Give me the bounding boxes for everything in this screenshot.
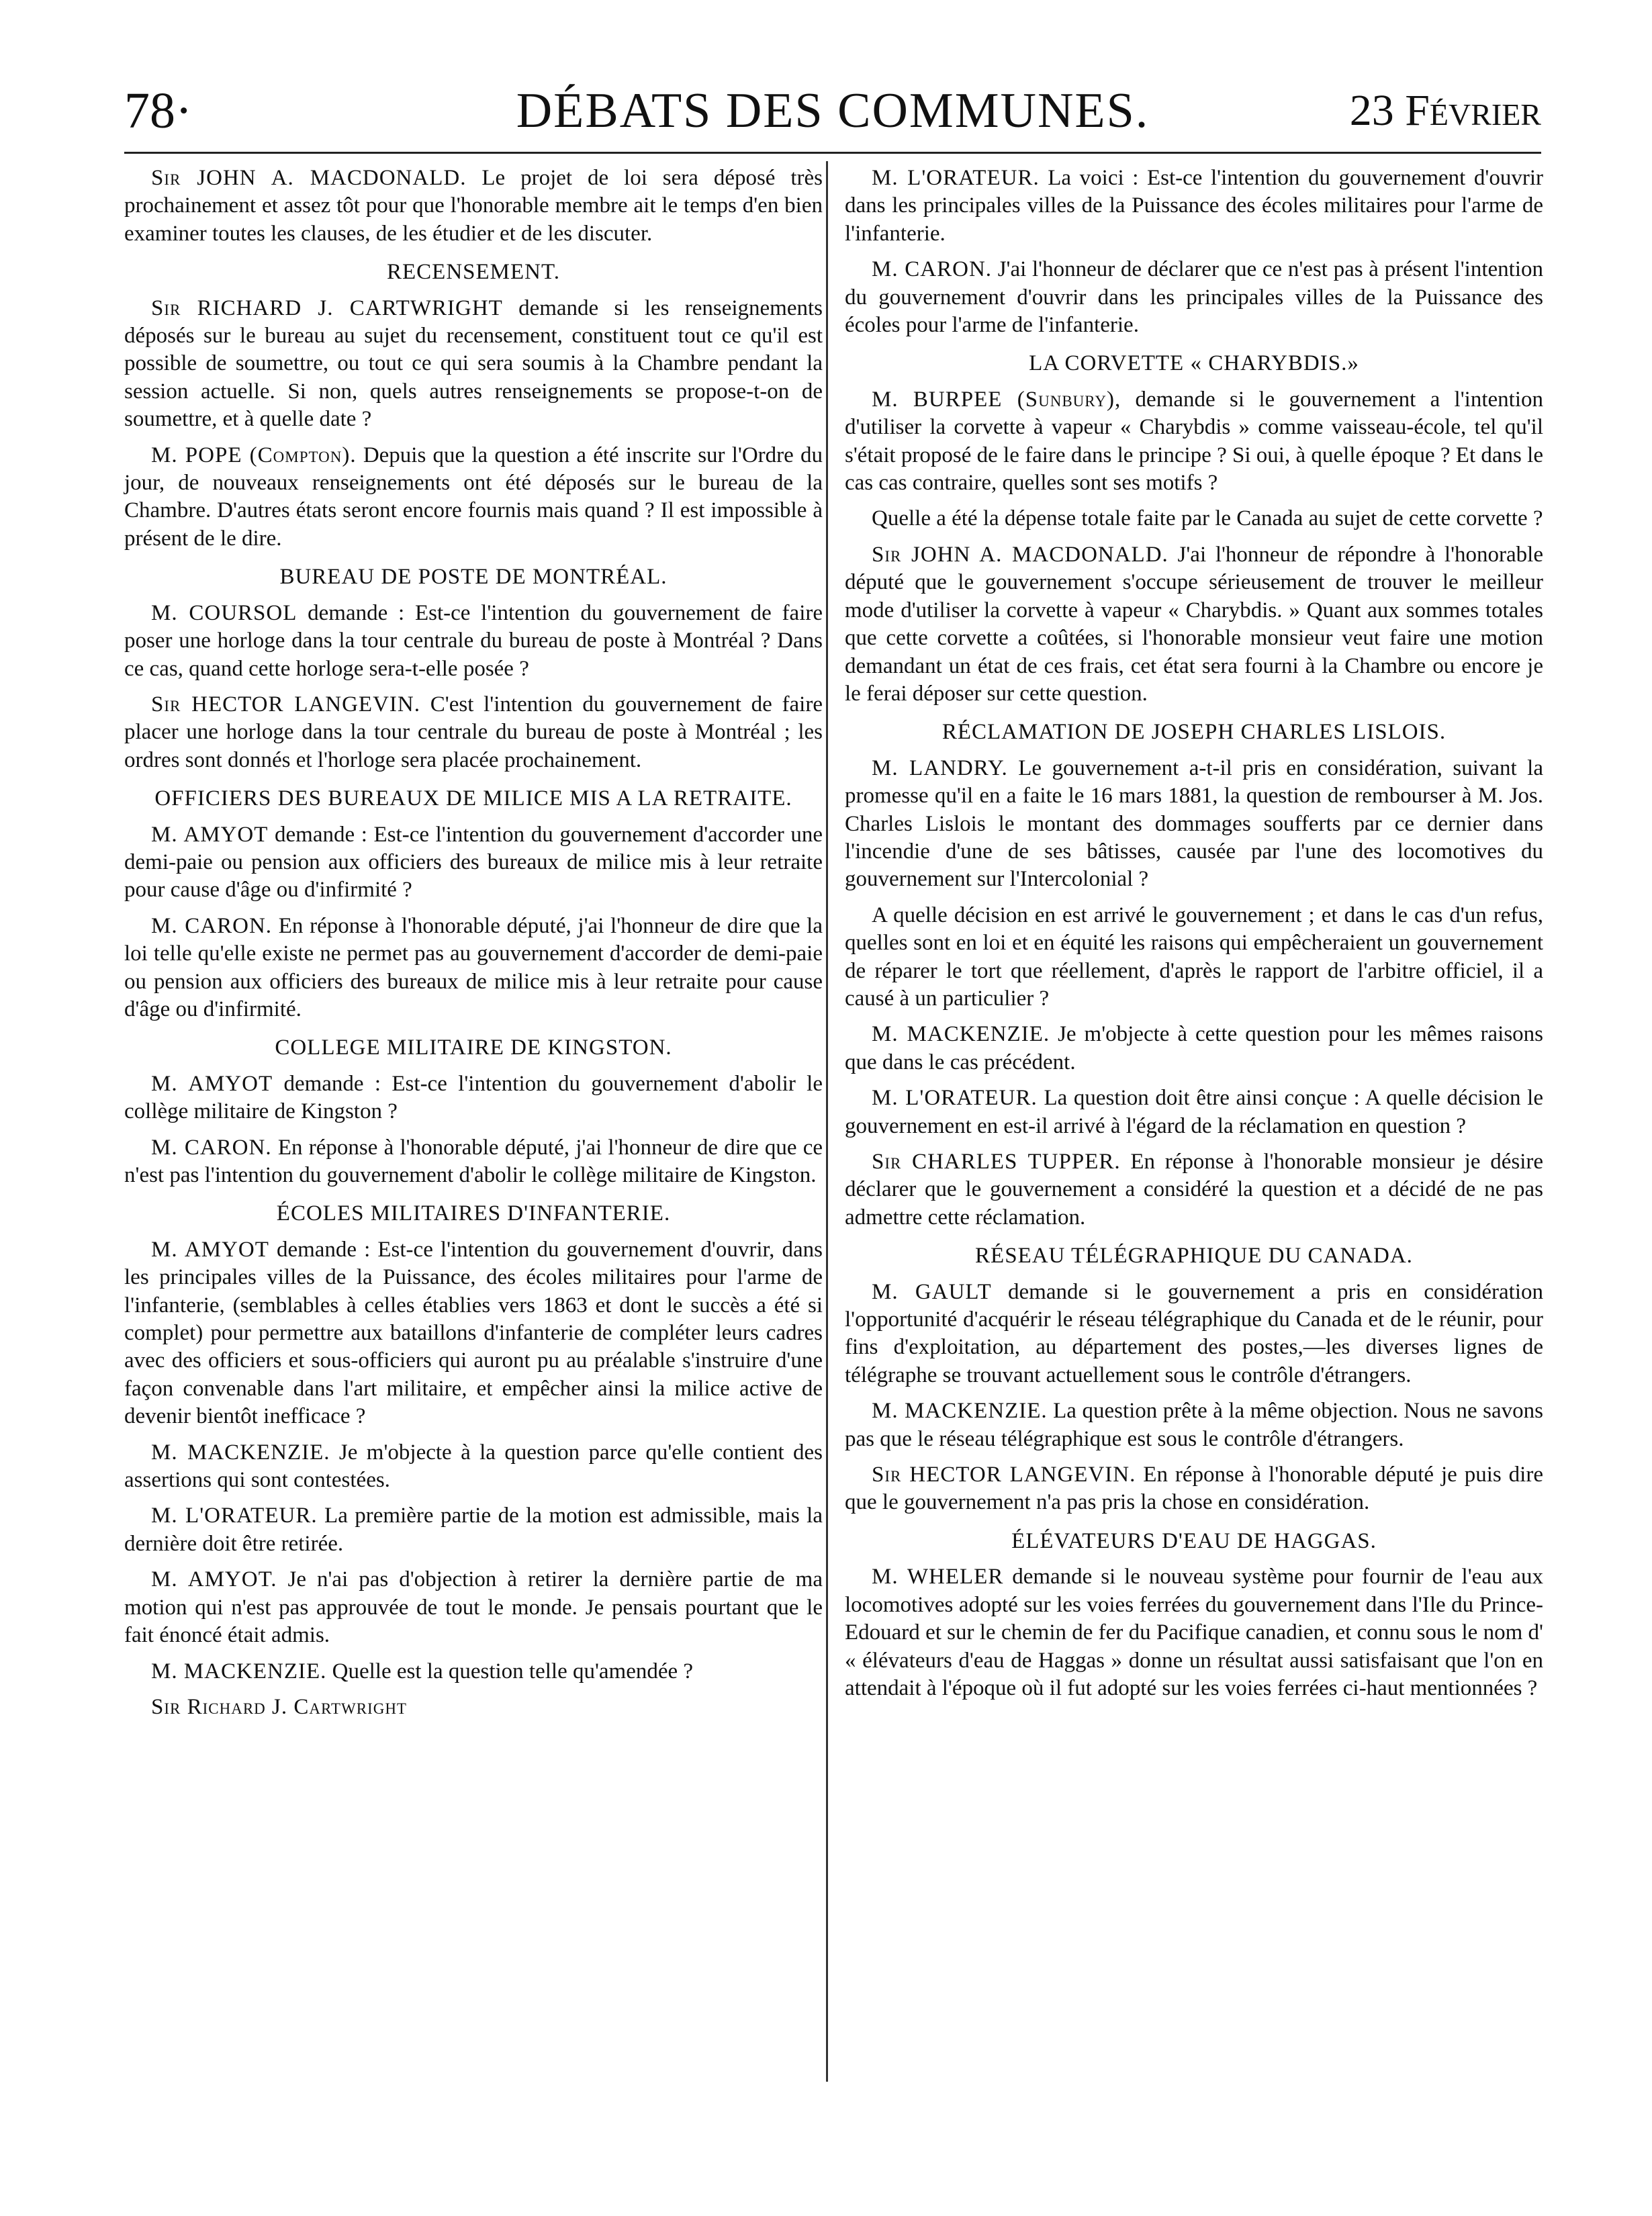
left-column bbox=[124, 165, 823, 1729]
paragraph-text: En réponse à l'honorable monsieur je désire déclarer que le gouvernement a considéré la question et a décidé de ne pas admettre cette réclamation. bbox=[845, 1150, 1543, 1230]
speaker: M. AMYOT bbox=[151, 822, 269, 847]
paragraph bbox=[845, 1563, 1543, 1702]
speaker: M. WHELER bbox=[872, 1565, 1004, 1589]
section-heading-college: COLLEGE MILITAIRE DE KINGSTON. bbox=[275, 1035, 672, 1060]
paragraph bbox=[845, 1279, 1543, 1390]
speaker: Sir Richard J. Cartwright bbox=[151, 1694, 407, 1719]
speaker: Sir JOHN A. MACDONALD. bbox=[151, 166, 467, 190]
speaker: M. LANDRY. bbox=[872, 755, 1008, 780]
paragraph bbox=[845, 165, 1543, 248]
paragraph-text: demande : Est-ce l'intention du gouvernement d'abolir le collège militaire de Kingston ? bbox=[124, 1071, 823, 1124]
page-number: 78· bbox=[124, 83, 193, 139]
paragraph bbox=[845, 1021, 1543, 1076]
speaker: M. MACKENZIE. bbox=[151, 1659, 327, 1683]
paragraph-text: Depuis que la question a été inscrite sur l'Ordre du jour, de nouveaux renseignements ont été déposés sur le bureau de la Chambre. D'autres états seront encore fournis mais quand ? Il est impossible à présent de le dire. bbox=[124, 443, 823, 551]
paragraph-text: demande : Est-ce l'intention du gouvernement de faire poser une horloge dans la tour centrale du bureau de poste à Montréal ? Dans ce cas, quand cette horloge sera-t-elle posée ? bbox=[124, 600, 823, 681]
section-heading-elevateurs: ÉLÉVATEURS D'EAU DE HAGGAS. bbox=[1011, 1528, 1377, 1553]
paragraph-text: Quelle a été la dépense totale faite par le Canada au sujet de cette corvette ? bbox=[872, 506, 1543, 531]
section-heading-ecoles: ÉCOLES MILITAIRES D'INFANTERIE. bbox=[276, 1201, 671, 1226]
paragraph-text: La question prête à la même objection. Nous ne savons pas que le réseau télégraphique est sous le contrôle d'étrangers. bbox=[845, 1399, 1543, 1451]
speaker: M. CARON. bbox=[872, 257, 993, 282]
section-heading-recensement: RECENSEMENT. bbox=[387, 260, 560, 285]
speaker: M. CARON. bbox=[151, 1135, 272, 1160]
paragraph-text: J'ai l'honneur de déclarer que ce n'est pas à présent l'intention du gouvernement d'ouvrir dans les principales villes de la Puissance des écoles pour l'arme de l'infanterie. bbox=[845, 257, 1543, 338]
header-rule bbox=[124, 152, 1541, 154]
paragraph-text: J'ai l'honneur de répondre à l'honorable député que le gouvernement s'occupe sérieusement de trouver le meilleur mode d'utiliser la corvette à vapeur « Charybdis. » Quant aux sommes totales que cette corvette a coûtées, si l'honorable monsieur veut faire une motion demandant un état de ces frais, cet état sera fourni à la Chambre ou encore je le ferai déposer sur cette question. bbox=[845, 542, 1543, 706]
paragraph-text: La question doit être ainsi conçue : A quelle décision le gouvernement en est-il arrivé à l'égard de la réclamation en question ? bbox=[845, 1086, 1543, 1138]
column-divider bbox=[826, 161, 828, 2082]
paragraph-text: Le gouvernement a-t-il pris en considération, suivant la promesse qu'il en a faite le 16 mars 1881, la question de rembourser à M. Jos. Charles Lislois le montant des dommages soufferts par ce dernier dans l'incendie d'une de ses bâtisses, causée par l'une des locomotives du gouvernement sur l'Intercolonial ? bbox=[845, 755, 1543, 892]
header-date-day: 23 bbox=[1349, 86, 1394, 135]
speaker: M. MACKENZIE. bbox=[151, 1440, 330, 1465]
speaker: M. L'ORATEUR. bbox=[151, 1504, 318, 1528]
paragraph bbox=[845, 1148, 1543, 1232]
page-header bbox=[124, 81, 1541, 141]
paragraph-text: demande si le nouveau système pour fournir de l'eau aux locomotives adopté sur les voies ferrées du gouvernement dans l'Ile du Prince-Edouard et sur le chemin de fer du Pacifique canadien, et connu sous le nom d' « élévateurs d'eau de Haggas » donne un résultat aussi satisfaisant que l'on en attendait à l'époque où il fut adopté sur les voies ferrées ci-haut mentionnées ? bbox=[845, 1565, 1543, 1700]
speaker: Sir HECTOR LANGEVIN. bbox=[872, 1463, 1136, 1487]
section-heading-bureau-poste: BUREAU DE POSTE DE MONTRÉAL. bbox=[279, 565, 668, 590]
paragraph-text: demande : Est-ce l'intention du gouvernement d'accorder une demi-paie ou pension aux officiers des bureaux de milice mis à leur retraite pour cause d'âge ou d'infirmité ? bbox=[124, 822, 823, 903]
paragraph bbox=[845, 1084, 1543, 1140]
running-title: DÉBATS DES COMMUNES. bbox=[516, 83, 1150, 138]
paragraph-text: C'est l'intention du gouvernement de faire placer une horloge dans la tour centrale du bureau de poste à Montréal ; les ordres sont donnés et l'horloge sera placée prochainement. bbox=[124, 692, 823, 772]
paragraph bbox=[124, 1134, 823, 1190]
paragraph bbox=[124, 821, 823, 905]
paragraph-text: En réponse à l'honorable député, j'ai l'honneur de dire que la loi telle qu'elle existe ne permet pas au gouvernement d'accorder de demi-paie ou pension aux officiers des bureaux de milice mis à leur retraite pour cause d'âge ou d'infirmité. bbox=[124, 913, 823, 1021]
paragraph bbox=[124, 691, 823, 774]
paragraph bbox=[845, 505, 1543, 533]
paragraph-text: Je m'objecte à la question parce qu'elle contient des assertions qui sont contestées. bbox=[124, 1440, 823, 1493]
paragraph bbox=[845, 386, 1543, 498]
header-date bbox=[1350, 81, 1541, 141]
speaker: M. CARON. bbox=[151, 913, 273, 938]
paragraph-text: Je m'objecte à cette question pour les mêmes raisons que dans le cas précédent. bbox=[845, 1022, 1544, 1074]
speaker: Sir CHARLES TUPPER. bbox=[872, 1150, 1121, 1174]
paragraph bbox=[124, 913, 823, 1024]
paragraph bbox=[124, 1502, 823, 1558]
paragraph bbox=[124, 1439, 823, 1495]
paragraph-text: En réponse à l'honorable député je puis dire que le gouvernement n'a pas pris la chose en considération. bbox=[845, 1463, 1543, 1515]
paragraph bbox=[845, 1461, 1543, 1517]
header-date-month: Février bbox=[1405, 86, 1541, 135]
paragraph bbox=[124, 1236, 823, 1431]
section-heading-officiers: OFFICIERS DES BUREAUX DE MILICE MIS A LA RETRAITE. bbox=[154, 786, 792, 811]
paragraph-text: En réponse à l'honorable député, j'ai l'honneur de dire que ce n'est pas l'intention du gouvernement d'abolir le collège militaire de Kingston. bbox=[124, 1135, 823, 1187]
speaker: M. COURSOL bbox=[151, 600, 297, 625]
speaker: M. POPE (Compton). bbox=[151, 443, 357, 467]
paragraph bbox=[124, 165, 823, 248]
paragraph bbox=[845, 256, 1543, 339]
section-heading-reseau: RÉSEAU TÉLÉGRAPHIQUE DU CANADA. bbox=[975, 1244, 1413, 1268]
speaker: Sir HECTOR LANGEVIN. bbox=[151, 692, 420, 717]
paragraph bbox=[124, 295, 823, 434]
speaker: M. AMYOT bbox=[151, 1071, 273, 1096]
continuation-speaker bbox=[124, 1694, 823, 1721]
section-heading-corvette: LA CORVETTE « CHARYBDIS.» bbox=[1029, 351, 1359, 376]
paragraph bbox=[845, 541, 1543, 708]
paragraph-text: demande si le gouvernement a pris en considération l'opportunité d'acquérir le réseau télégraphique du Canada et de le réunir, pour fins d'exploitation, au département des postes,—les diverses lignes de télégraphe se trouvant actuellement sous le contrôle d'étrangers. bbox=[845, 1279, 1544, 1387]
speaker: M. AMYOT. bbox=[151, 1567, 277, 1592]
section-heading-reclamation: RÉCLAMATION DE JOSEPH CHARLES LISLOIS. bbox=[942, 720, 1447, 745]
paragraph bbox=[124, 1658, 823, 1686]
paragraph bbox=[124, 442, 823, 553]
paragraph-text: demande si les renseignements déposés sur le bureau au sujet du recensement, constituent tout ce qu'il est possible de soumettre, ou tout ce qui sera soumis à la Chambre pendant la session actuelle. Si non, quels autres renseignements se propose-t-on de soumettre, et à quelle date ? bbox=[124, 295, 823, 432]
paragraph bbox=[845, 902, 1543, 1013]
paragraph-text: Je n'ai pas d'objection à retirer la dernière partie de ma motion qui n'est pas approuvée de tout le monde. Je pensais pourtant que le fait énoncé était admis. bbox=[124, 1567, 823, 1648]
speaker: M. L'ORATEUR. bbox=[872, 1086, 1038, 1111]
speaker: Sir JOHN A. MACDONALD. bbox=[872, 542, 1168, 567]
speaker: M. GAULT bbox=[872, 1279, 992, 1304]
paragraph bbox=[845, 1397, 1543, 1453]
paragraph-text: demande si le gouvernement a l'intention d'utiliser la corvette à vapeur « Charybdis » comme vaisseau-école, tel qu'il s'était proposé de le faire dans le principe ? Si oui, à quelle époque ? Et dans le cas cas contraire, quelles sont ses motifs ? bbox=[845, 387, 1543, 496]
paragraph-text: A quelle décision en est arrivé le gouvernement ; et dans le cas d'un refus, quelles sont en loi et en équité les raisons qui empêcheraient un gouvernement de réparer le tort que réellement, d'après le rapport de l'arbitre officiel, il a causé à un particulier ? bbox=[845, 903, 1543, 1011]
paragraph-text: demande : Est-ce l'intention du gouvernement d'ouvrir, dans les principales villes de la Puissance, des écoles militaires pour l'arme de l'infanterie, (semblables à celles établies vers 1863 et dont le succès a été si complet) pour permettre aux bataillons d'infanterie de compléter leurs cadres avec des officiers et sous-officiers qui auront pu au préalable s'instruire d'une façon convenable dans l'art militaire, et empêcher ainsi la milice active de devenir bientôt inefficace ? bbox=[124, 1237, 823, 1429]
right-column bbox=[845, 165, 1543, 1710]
paragraph-text: Le projet de loi sera déposé très prochainement et assez tôt pour que l'honorable membre ait le temps d'en bien examiner toutes les clauses, de les étudier et de les discuter. bbox=[124, 166, 823, 246]
speaker: Sir RICHARD J. CARTWRIGHT bbox=[151, 295, 503, 320]
speaker: M. L'ORATEUR. bbox=[872, 166, 1040, 190]
speaker: M. AMYOT bbox=[151, 1237, 269, 1262]
paragraph bbox=[124, 1566, 823, 1649]
paragraph-text: La première partie de la motion est admissible, mais la dernière doit être retirée. bbox=[124, 1504, 823, 1556]
speaker: M. MACKENZIE. bbox=[872, 1022, 1050, 1047]
speaker: M. MACKENZIE. bbox=[872, 1399, 1048, 1424]
speaker: M. BURPEE (Sunbury), bbox=[872, 387, 1121, 412]
paragraph bbox=[124, 1070, 823, 1126]
paragraph bbox=[845, 755, 1543, 894]
paragraph-text: La voici : Est-ce l'intention du gouvernement d'ouvrir dans les principales villes de la Puissance des écoles militaires pour l'arme de l'infanterie. bbox=[845, 166, 1543, 246]
paragraph bbox=[124, 600, 823, 683]
paragraph-text: Quelle est la question telle qu'amendée ? bbox=[326, 1659, 694, 1683]
